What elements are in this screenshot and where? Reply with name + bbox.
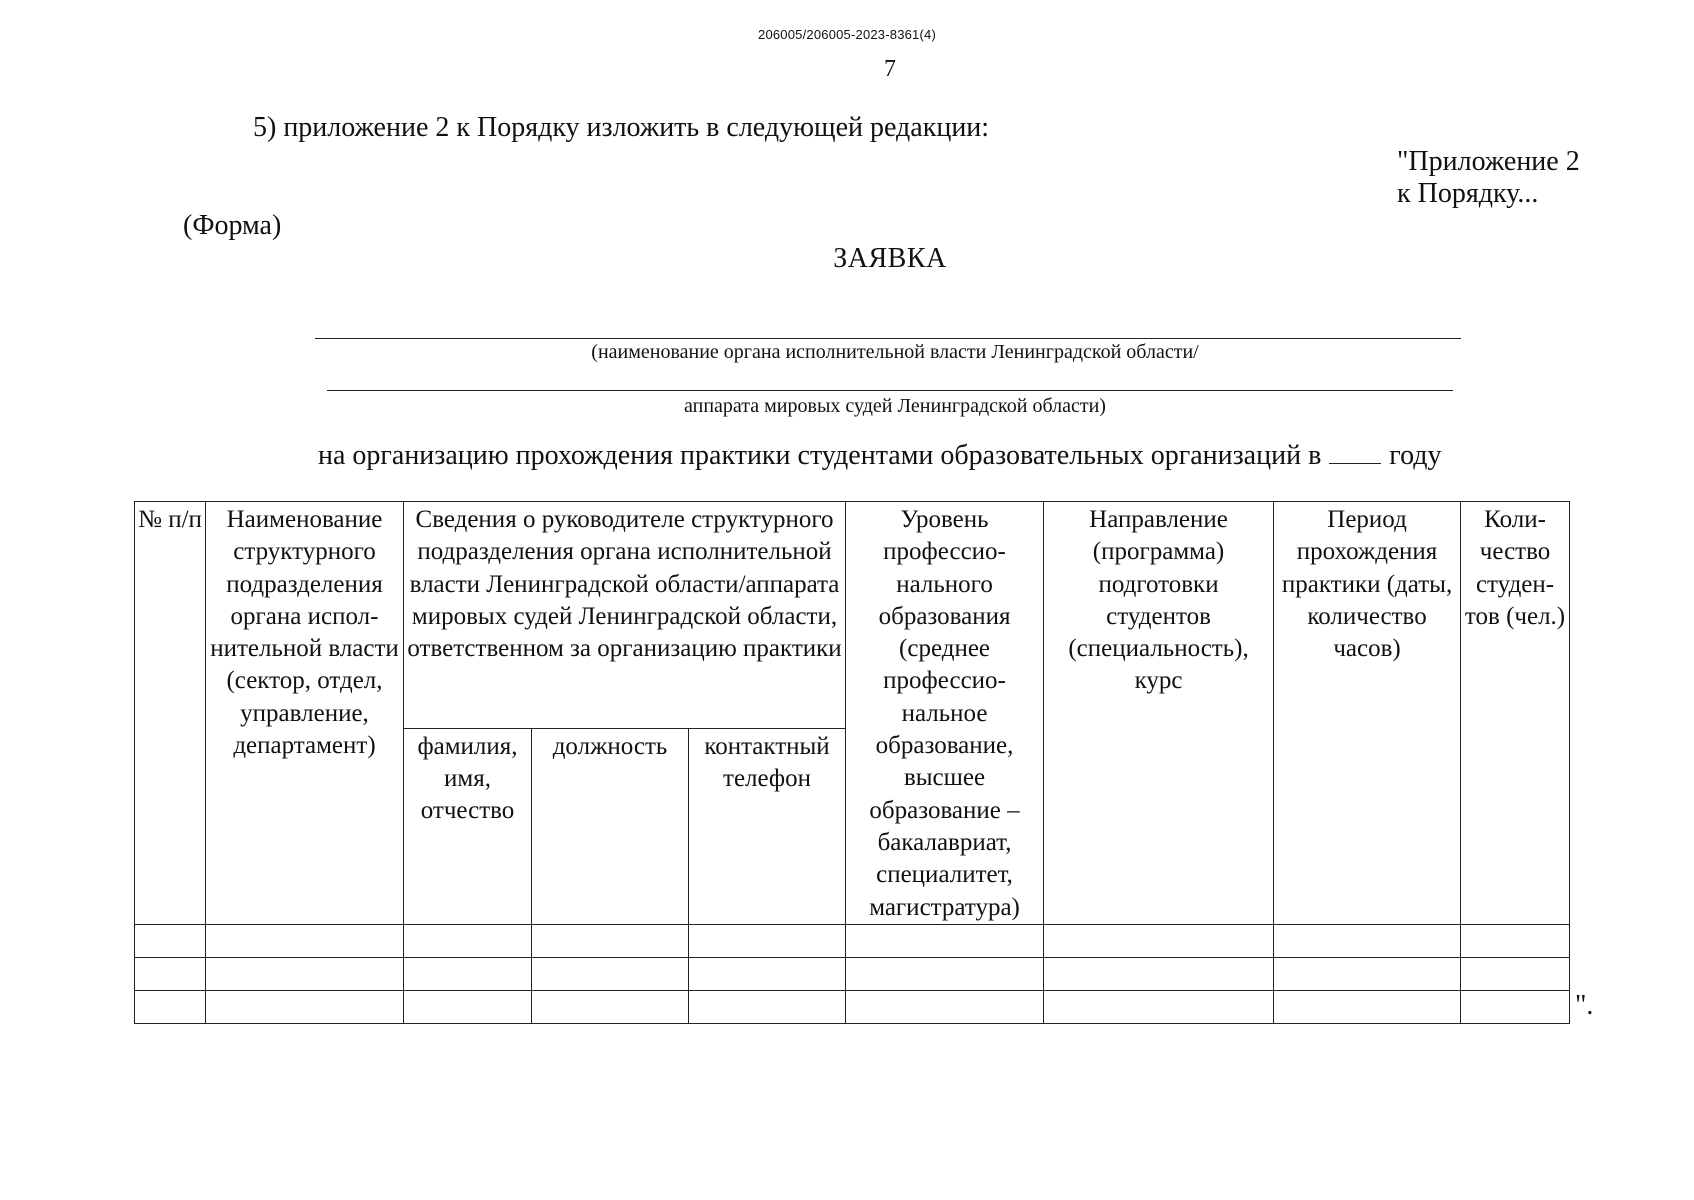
fill-in-caption-2: аппарата мировых судей Ленинградской области) <box>684 395 1106 417</box>
table-cell <box>1461 957 1570 990</box>
header-education-level: Уровень профессио-нального образования (среднее профессио-нальное образование, высшее образование – бакалавриат, специалитет, магистратура) <box>846 502 1044 925</box>
document-title: ЗАЯВКА <box>833 243 947 274</box>
purpose-line <box>318 440 1442 472</box>
table-cell <box>532 990 689 1023</box>
subheader-phone: контактный телефон <box>689 728 846 924</box>
header-practice-period: Период прохождения практики (даты, количество часов) <box>1274 502 1461 925</box>
table-cell <box>1461 990 1570 1023</box>
table-cell <box>689 957 846 990</box>
table-header-row <box>135 502 1570 729</box>
document-id: 206005/206005-2023-8361(4) <box>758 27 936 42</box>
fill-in-line-1 <box>315 338 1461 339</box>
header-responsible-head: Сведения о руководителе структурного подразделения органа исполнительной власти Ленинградской области/аппарата мировых судей Ленинградской области, ответственном за организацию практики <box>404 502 846 729</box>
purpose-year-word: году <box>1389 440 1442 471</box>
header-number: № п/п <box>135 502 206 925</box>
table-cell <box>1044 990 1274 1023</box>
instruction-text: 5) приложение 2 к Порядку изложить в следующей редакции: <box>253 112 990 143</box>
table-cell <box>1274 957 1461 990</box>
table-cell <box>1274 924 1461 957</box>
table-cell <box>206 990 404 1023</box>
table-cell <box>1044 957 1274 990</box>
year-blank <box>1329 462 1381 464</box>
table-cell <box>846 990 1044 1023</box>
table-cell <box>532 957 689 990</box>
subheader-full-name: фамилия, имя, отчество <box>404 728 532 924</box>
table-cell <box>689 990 846 1023</box>
table-row <box>135 924 1570 957</box>
appendix-reference <box>1397 146 1580 210</box>
closing-quote: ". <box>1575 990 1594 1021</box>
header-structural-unit: Наименование структурного подразделения органа испол-нительной власти (сектор, отдел, управление, департамент) <box>206 502 404 925</box>
table-cell <box>846 957 1044 990</box>
fill-in-line-2 <box>327 390 1453 391</box>
appendix-line-1: "Приложение 2 <box>1397 146 1580 177</box>
header-training-direction: Направление (программа) подготовки студентов (специальность), курс <box>1044 502 1274 925</box>
table-cell <box>846 924 1044 957</box>
subheader-position: должность <box>532 728 689 924</box>
table-cell <box>135 957 206 990</box>
table-cell <box>206 924 404 957</box>
table-cell <box>532 924 689 957</box>
page-number: 7 <box>884 56 896 82</box>
table-cell <box>404 990 532 1023</box>
table-cell <box>404 957 532 990</box>
application-form-table <box>134 501 1570 1024</box>
table-cell <box>1461 924 1570 957</box>
table-row <box>135 990 1570 1023</box>
table-cell <box>1274 990 1461 1023</box>
table-row <box>135 957 1570 990</box>
form-label: (Форма) <box>183 210 282 241</box>
header-student-count: Коли-чество студен-тов (чел.) <box>1461 502 1570 925</box>
table-cell <box>1044 924 1274 957</box>
purpose-text: на организацию прохождения практики студентами образовательных организаций в <box>318 440 1322 471</box>
fill-in-caption-1: (наименование органа исполнительной власти Ленинградской области/ <box>591 341 1199 363</box>
table-cell <box>689 924 846 957</box>
appendix-line-2: к Порядку... <box>1397 178 1539 209</box>
table-cell <box>135 990 206 1023</box>
table-cell <box>206 957 404 990</box>
table-cell <box>404 924 532 957</box>
table-cell <box>135 924 206 957</box>
